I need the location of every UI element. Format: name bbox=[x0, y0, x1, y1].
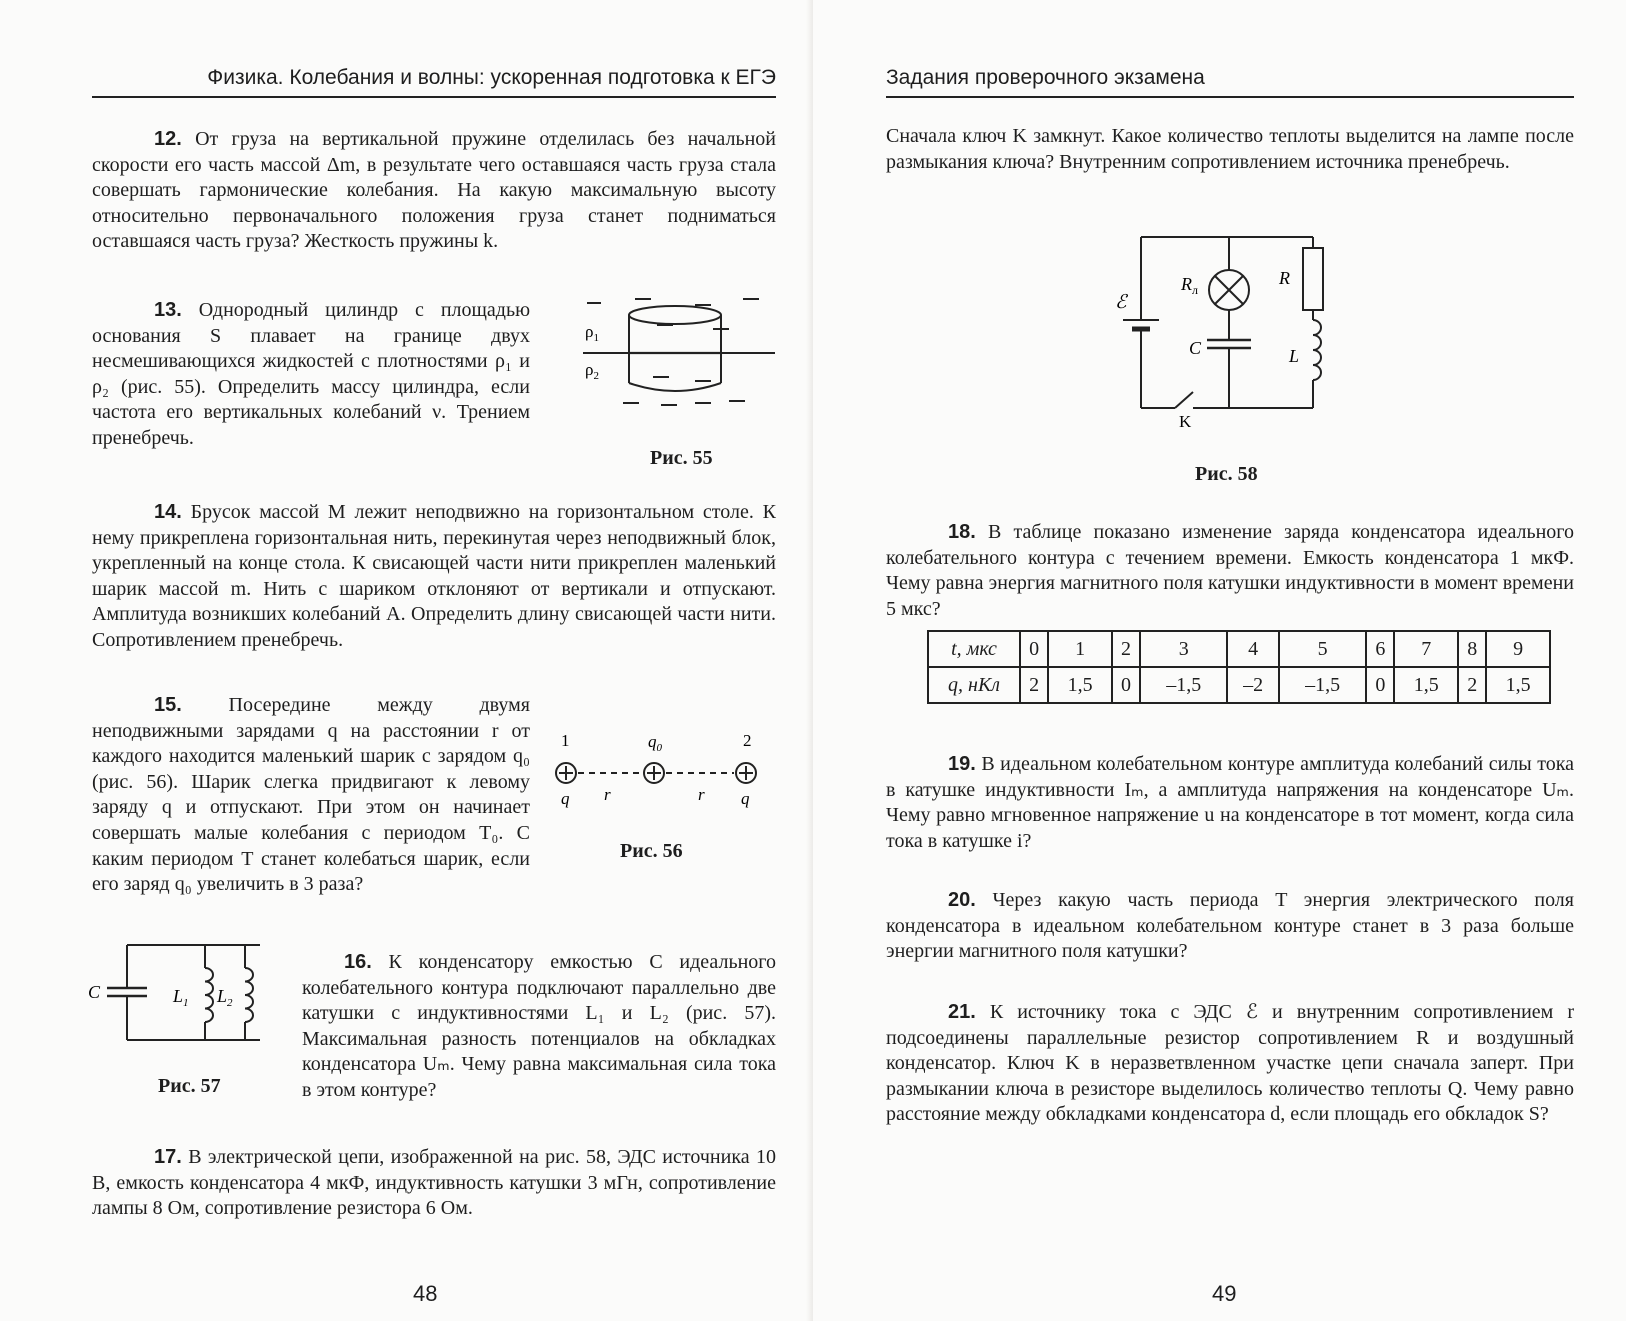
table-cell: –1,5 bbox=[1140, 667, 1227, 703]
figure-56-caption: Рис. 56 bbox=[620, 840, 683, 862]
table-cell: 8 bbox=[1458, 631, 1486, 667]
table-cell: 1,5 bbox=[1048, 667, 1112, 703]
table-cell: 7 bbox=[1394, 631, 1458, 667]
table-row bbox=[928, 631, 1550, 667]
problem-number: 19. bbox=[948, 753, 976, 775]
table-cell: 2 bbox=[1020, 667, 1048, 703]
table-cell: 1,5 bbox=[1486, 667, 1550, 703]
problem-17 bbox=[92, 1145, 776, 1222]
table-row bbox=[928, 667, 1550, 703]
charge-1-label: 1 bbox=[561, 731, 570, 750]
lamp-label: $R_л$ bbox=[1181, 274, 1198, 297]
problem-text: В идеальном колебательном контуре амплитуда колебаний силы тока в катушке индуктивности Iₘ, а амплитуда напряжения на конденсаторе Uₘ. Чему равно мгновенное напряжение u на конденсаторе в тот момент, когда сила тока в катушке i? bbox=[886, 753, 1575, 852]
problem-number: 13. bbox=[154, 299, 182, 321]
problem-number: 15. bbox=[154, 694, 182, 716]
problem-text: Сначала ключ K замкнут. Какое количество теплоты выделится на лампе после размыкания ключа? Внутренним сопротивлением источника пренебречь. bbox=[886, 125, 1574, 173]
problem-text: Посередине между двумя неподвижными зарядами q на расстоянии r от каждого находится маленький шарик с зарядом q₀ (рис. 56). Шарик слегка придвигают к левому заряду q и отпускают. При этом он начинает совершать малые колебания с периодом T₀. С каким периодом T станет колебаться шарик, если его заряд q₀ увеличить в 3 раза? bbox=[92, 694, 530, 896]
problem-18 bbox=[886, 520, 1574, 622]
table-cell: 1 bbox=[1048, 631, 1112, 667]
q0-label: $q_0$ bbox=[648, 732, 662, 754]
problem-14 bbox=[92, 500, 776, 654]
inductor-label: L bbox=[1289, 346, 1300, 366]
problem-12 bbox=[92, 127, 776, 255]
figure-55-caption: Рис. 55 bbox=[650, 447, 713, 469]
table-cell: –2 bbox=[1227, 667, 1279, 703]
problem-16 bbox=[302, 950, 776, 1104]
table-cell: 2 bbox=[1458, 667, 1486, 703]
problem-text: Через какую часть периода T энергия электрического поля конденсатора в идеальном колебательном контуре станет в 3 раза больше энергии магнитного поля катушки? bbox=[886, 889, 1574, 963]
table-cell: –1,5 bbox=[1279, 667, 1366, 703]
table-cell: 2 bbox=[1112, 631, 1140, 667]
capacitor-label: C bbox=[88, 982, 101, 1002]
table-row-header: t, мкс bbox=[928, 631, 1020, 667]
page-number-right: 49 bbox=[1212, 1281, 1237, 1306]
table-cell: 0 bbox=[1366, 667, 1394, 703]
problem-text: Брусок массой M лежит неподвижно на горизонтальном столе. К нему прикреплена горизонтальная нить, перекинутая через неподвижный блок, укрепленный на конце стола. К свисающей части нити прикреплен маленький шарик массой m. Нить с шариком отклоняют от вертикали и отпускают. Амплитуда возникших колебаний A. Определить длину свисающей части нити. Сопротивлением пренебречь. bbox=[92, 501, 777, 651]
table-cell: 4 bbox=[1227, 631, 1279, 667]
charge-table bbox=[927, 630, 1551, 704]
figure-58 bbox=[1113, 232, 1363, 431]
problem-number: 12. bbox=[154, 128, 182, 150]
r-right-label: r bbox=[698, 785, 705, 804]
problem-number: 21. bbox=[948, 1001, 976, 1023]
right-page bbox=[813, 0, 1626, 1321]
problem-text: К источнику тока с ЭДС ℰ и внутренним сопротивлением r подсоединены параллельные резистор сопротивлением R и воздушный конденсатор. Ключ K в неразветвленном участке цепи сначала заперт. При размыкании ключа в резисторе выделилось количество теплоты Q. Чему равно расстояние между обкладками конденсатора d, если площадь его обкладок S? bbox=[886, 1001, 1574, 1126]
table-cell: 0 bbox=[1020, 631, 1048, 667]
problem-text: К конденсатору емкостью C идеального колебательного контура подключают параллельно две катушки с индуктивностями L₁ и L₂ (рис. 57). Максимальная разность потенциалов на обкладках конденсатора Uₘ. Чему равна максимальная сила тока в этом контуре? bbox=[302, 951, 776, 1101]
figure-58-caption: Рис. 58 bbox=[1195, 463, 1258, 485]
rho2-label: $\rho_2$ bbox=[585, 360, 599, 382]
L1-label: $L_1$ bbox=[173, 986, 189, 1009]
problem-number: 17. bbox=[154, 1146, 182, 1168]
page-number-left: 48 bbox=[413, 1281, 438, 1306]
table-cell: 5 bbox=[1279, 631, 1366, 667]
problem-text: От груза на вертикальной пружине отделилась без начальной скорости его часть массой Δm, в результате чего оставшаяся часть груза стала совершать гармонические колебания. На какую максимальную высоту относительно первоначального положения груза станет подниматься оставшаяся часть груза? Жесткость пружины k. bbox=[92, 128, 776, 253]
charge-2-label: 2 bbox=[743, 731, 752, 750]
problem-text: Однородный цилиндр с площадью основания S плавает на границе двух несмешивающихся жидкостей с плотностями ρ₁ и ρ₂ (рис. 55). Определить массу цилиндра, если частота его вертикальных колебаний ν. Трением пренебречь. bbox=[92, 299, 531, 449]
figure-57 bbox=[85, 940, 265, 1050]
emf-label: ℰ bbox=[1115, 292, 1127, 313]
problem-19 bbox=[886, 752, 1574, 854]
problem-number: 18. bbox=[948, 521, 976, 543]
problem-20 bbox=[886, 888, 1574, 965]
table-cell: 0 bbox=[1112, 667, 1140, 703]
problem-text: В электрической цепи, изображенной на рис. 58, ЭДС источника 10 В, емкость конденсатора 4 мкФ, индуктивность катушки 3 мГн, сопротивление лампы 8 Ом, сопротивление резистора 6 Ом. bbox=[92, 1146, 776, 1220]
q-right-label: q bbox=[741, 789, 750, 808]
q-left-label: q bbox=[561, 789, 570, 808]
problem-text: В таблице показано изменение заряда конденсатора идеального колебательного контура с течением времени. Емкость конденсатора 1 мкФ. Чему равна энергия магнитного поля катушки индуктивности в момент времени 5 мкс? bbox=[886, 521, 1575, 620]
problem-number: 20. bbox=[948, 889, 976, 911]
resistor-label: R bbox=[1279, 268, 1290, 288]
problem-number: 14. bbox=[154, 501, 182, 523]
table-cell: 6 bbox=[1366, 631, 1394, 667]
figure-56 bbox=[556, 730, 776, 820]
problem-13 bbox=[92, 298, 530, 452]
key-label: K bbox=[1179, 412, 1192, 431]
table-row-header: q, нКл bbox=[928, 667, 1020, 703]
right-running-header: Задания проверочного экзамена bbox=[886, 66, 1574, 98]
table-cell: 9 bbox=[1486, 631, 1550, 667]
capacitor-label: C bbox=[1189, 338, 1202, 358]
problem-21 bbox=[886, 1000, 1574, 1128]
r-left-label: r bbox=[604, 785, 611, 804]
left-running-header: Физика. Колебания и волны: ускоренная подготовка к ЕГЭ bbox=[92, 66, 776, 98]
table-cell: 3 bbox=[1140, 631, 1227, 667]
rho1-label: $\rho_1$ bbox=[585, 322, 599, 344]
table-cell: 1,5 bbox=[1394, 667, 1458, 703]
figure-55 bbox=[585, 295, 775, 425]
figure-57-caption: Рис. 57 bbox=[158, 1075, 221, 1097]
problem-17-continued bbox=[886, 124, 1574, 175]
problem-15 bbox=[92, 693, 530, 898]
L2-label: $L_2$ bbox=[217, 986, 233, 1009]
problem-number: 16. bbox=[344, 951, 372, 973]
